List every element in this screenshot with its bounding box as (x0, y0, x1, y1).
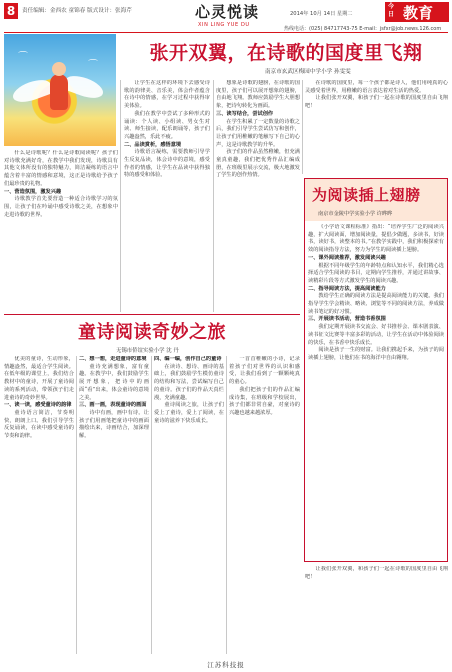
subheading: 一、课外阅读推荐，激发阅读兴趣 (308, 254, 386, 261)
article1-column-1 (4, 150, 118, 310)
subheading: 二、品读赏析，感悟意境 (124, 141, 182, 148)
page-footer: 江苏科技报 (207, 661, 245, 669)
paragraph: 童诗充满想象，富有童趣。在教学中，我们鼓励学生展开想象，把诗中的画面“看”出来，体会童诗的意境之美。 (79, 363, 149, 401)
article2-body (308, 224, 444, 558)
article1-column-3 (216, 80, 300, 312)
child-head (52, 62, 66, 76)
paragraph: 《小学语文课程标准》指出：“培养学生广泛的阅读兴趣，扩大阅读面，增加阅读量，提倡少做题，多读书，好读书，读好书，读整本的书。”在教学实践中，我们积极探索有效的阅读指导方法，努力为学生的阅读插上翅膀。 (308, 224, 444, 254)
paragraph: 我们在教学中尝试了多种形式的诵读：个人读、小组读、男女生对读、师生接读，配乐朗诵等，孩子们兴趣盎然，乐此不疲。 (124, 110, 210, 140)
column-divider (120, 80, 121, 312)
paragraph: 我们定期开展读书交流会、好书推荐会、课本剧表演、读书征文比赛等丰富多彩的活动，让学生在活动中体验阅读的快乐，在书香中快乐成长。 (308, 324, 444, 346)
subheading: 二、想一想，走进童诗的意境 (79, 356, 147, 362)
column-divider (76, 356, 77, 654)
bird-icon: ⌒ (88, 60, 98, 71)
column-divider (151, 356, 152, 654)
article2-title: 为阅读插上翅膀 (312, 186, 421, 204)
paragraph: 教给学生正确的阅读方法是提高阅读能力的关键。我们指导学生学会精读、略读、浏览等不同的阅读方法，养成做读书笔记的好习惯。 (308, 293, 444, 315)
paragraph: 童诗阅读之旅，让孩子们爱上了童诗，爱上了阅读，在童诗的滋养下快乐成长。 (154, 402, 224, 424)
subheading: 二、指导阅读方法，提高阅读能力 (308, 285, 386, 292)
hero-illustration (4, 34, 116, 146)
subheading: 一、读一读，感受童诗的韵律 (4, 402, 72, 409)
subheading: 四、编一编，创作自己的童诗 (154, 356, 222, 362)
paragraph: 想象是诗歌的翅膀，在诗歌的国度里，孩子们可以展开想象的翅膀，自由地飞翔。教师应鼓励学生大胆想象，把诗句转化为画面。 (216, 80, 300, 110)
subheading: 三、开展读书活动，营造书香氛围 (308, 316, 386, 323)
paragraph: 阅读是孩子一生的财富。让我们携起手来，为孩子的阅读插上翅膀，让他们在书的海洋中自由翱翔。 (308, 347, 444, 361)
section-title: 心灵悦读 (195, 3, 260, 21)
contact-line: 热线电话：(025) 84717743-75 E-mail：jsfxr@job.news.126.com (284, 26, 442, 32)
subheading: 三、读写结合，尝试创作 (216, 110, 274, 117)
paragraph: 让学生在这样的环境下去感受诗歌的韵律美、音乐美，体会作者蕴含在诗中的情感，在学习过程中获得审美体验。 (124, 80, 210, 110)
paragraph: 童诗语言简洁，节奏明快，朗朗上口。我们引导学生反复诵读，在读中感受童诗的节奏和韵律。 (4, 409, 74, 440)
article3-column-1 (4, 356, 74, 654)
section-pinyin: XIN LING YUE DU (198, 22, 250, 28)
wing-shape (62, 72, 106, 103)
article1-title: 张开双翼，在诗歌的国度里飞翔 (149, 42, 423, 64)
editor-credits: 责任编辑：金西农 童锦春 版式设计：张海芹 (22, 8, 132, 14)
article1-column-2 (124, 80, 210, 312)
paragraph: 孩子们的作品虽然稚嫩，但充满童真童趣，我们把优秀作品汇编成册，在班级里展示交流，极大地激发了学生的创作热情。 (216, 149, 300, 179)
brand-logo (385, 2, 449, 22)
page-number: 8 (4, 3, 18, 19)
wing-shape (10, 76, 54, 107)
article3-column-2 (79, 356, 149, 654)
brand-big-text: 教育 (403, 4, 434, 22)
paragraph: 在读诗、想诗、画诗的基础上，我们鼓励学生模仿童诗的结构和写法，尝试编写自己的童诗。孩子们的作品天真烂漫，充满童趣。 (154, 363, 224, 401)
paragraph: 根据不同年级学生的年龄特点和认知水平，我们精心选择适合学生阅读的书目，定期向学生推荐，并通过讲故事、读精彩片段等方式激发学生的阅读兴趣。 (308, 262, 444, 284)
article3-column-3 (154, 356, 224, 654)
article3-byline: 无锡市侨谊实验小学 沈 丹 (116, 348, 179, 354)
article2-continued (305, 566, 448, 654)
paragraph: 让我们张开双翼，和孩子们一起在诗歌的国度里自由飞翔吧！ (305, 566, 448, 580)
article1-byline: 南京市玄武区梅园中学小学 孙雯雯 (265, 69, 351, 75)
paragraph: 诗中有画，画中有诗。让孩子们用画笔把童诗中的画面描绘出来，诗画结合，加深理解。 (79, 409, 149, 440)
brand-small-text: 今日 (388, 3, 395, 18)
paragraph: 我们把孩子们的作品汇编成诗集，在班级和学校展出，孩子们都非常自豪，对童诗的兴趣也越来越浓厚。 (229, 386, 300, 416)
issue-date: 2014年 10月 14日 星期二 (290, 11, 353, 17)
column-divider (226, 356, 227, 654)
column-divider (213, 80, 214, 312)
header-rule (4, 32, 448, 33)
subheading: 三、画一画，表现童诗的画面 (79, 402, 147, 409)
paragraph: 在学生积累了一定数量的诗歌之后，我们引导学生尝试仿写和创作，让孩子们用稚嫩的笔触写下自己的心声，这是诗歌教学的升华。 (216, 118, 300, 148)
child-figure (50, 74, 68, 110)
paragraph: 诗歌语言凝练，需要教师引导学生反复品读，体会诗中的意境，感受作者的情感，让学生在品读中获得独特的感受和体验。 (124, 149, 210, 179)
paragraph: 诗歌教学首先要营造一种适合诗歌学习的氛围，让孩子们在吟诵中感受诗歌之美，在想象中走进诗歌的世界。 (4, 196, 118, 218)
article2-byline: 南京市金陵中学实验小学 许晔晔 (318, 211, 393, 217)
paragraph: 优美的童诗，生动形象，情趣盎然，最适合学生阅读。在低年级的课堂上，我们结合教材中的童诗，开展了童诗阅读的系列活动，带领孩子们走进童诗的奇妙世界。 (4, 356, 74, 401)
section-divider (4, 314, 300, 315)
article1-column-4 (305, 80, 448, 174)
column-divider (302, 80, 303, 174)
paragraph: 一首首稚嫩的小诗，记录着孩子们对世界的认识和感受，让我们看到了一颗颗纯真的童心。 (229, 356, 300, 386)
paragraph: 让我们张开双翼，和孩子们一起在诗歌的国度里自由飞翔吧！ (305, 95, 448, 110)
page-header (0, 0, 452, 34)
subheading: 一、营造氛围，激发兴趣 (4, 188, 62, 195)
bird-icon: ⌒ (18, 52, 28, 63)
article3-title: 童诗阅读奇妙之旅 (78, 322, 226, 343)
paragraph: 什么是诗歌呢？什么是诗歌阅读呢？孩子们对诗歌充满好奇，在教学中我们发现，诗歌具有其他文体所没有的独特魅力，简洁凝练的语言中蕴含着丰富的情感和意境，这正是诗歌给予孩子们最珍贵的礼物。 (4, 150, 118, 187)
paragraph: 在诗歌的国度里，每一个孩子都是诗人，他们用纯真的心灵感受着世界，用稚嫩的语言表达着对生活的热爱。 (305, 80, 448, 94)
article3-column-4 (229, 356, 300, 654)
